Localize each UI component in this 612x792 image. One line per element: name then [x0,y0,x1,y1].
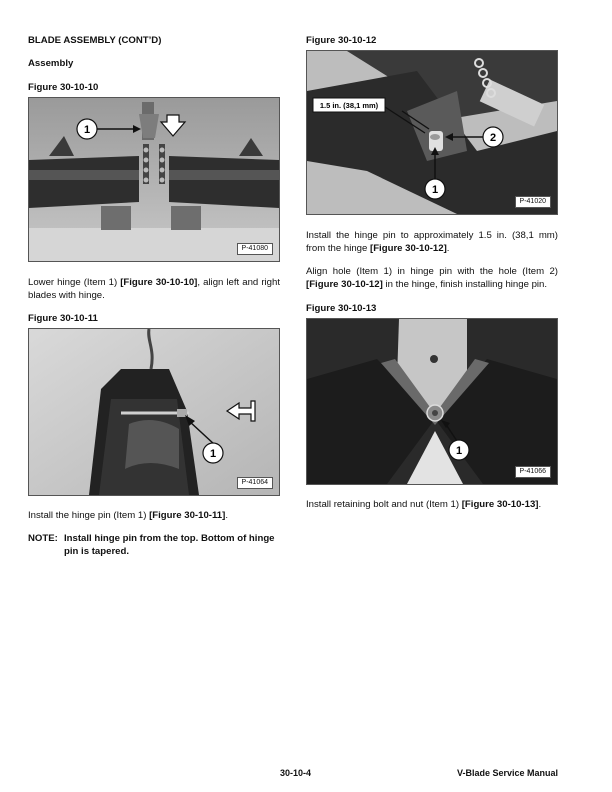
note-text: Install hinge pin from the top. Bottom of hinge [64,533,275,544]
measurement-label: 1.5 in. (38,1 mm) [319,101,379,110]
figure-photo [306,318,558,485]
figure-photo [28,328,280,496]
instruction-paragraph: Lower hinge (Item 1) [Figure 30-10-10], align left and right blades with hinge. [28,277,280,301]
callout-number: 2 [489,132,497,144]
photo-code: P-41020 [515,196,551,208]
figure-photo [28,97,280,262]
callout-number: 1 [83,124,91,136]
subsection-title: Assembly [28,58,74,69]
photo-code: P-41066 [515,466,551,478]
figure-caption: Figure 30-10-10 [28,82,99,93]
photo-code: P-41080 [237,243,273,255]
callout-number: 1 [455,445,463,457]
figure-caption: Figure 30-10-13 [306,303,377,314]
note-text: pin is tapered. [64,545,130,557]
photo-code: P-41064 [237,477,273,489]
instruction-paragraph: Install the hinge pin to approximately 1.5 in. (38,1 mm) from the hinge [Figure 30-10-12]. [306,230,558,254]
callout-number: 1 [431,184,439,196]
instruction-paragraph: Align hole (Item 1) in hinge pin with the hole (Item 2) [Figure 30-10-12] in the hinge, finish installing hinge pin. [306,266,558,290]
callout-number: 1 [209,448,217,460]
note-block [28,533,280,558]
figure-caption: Figure 30-10-12 [306,35,377,46]
note-label: NOTE: [28,533,58,544]
figure-photo [306,50,558,215]
instruction-paragraph: Install the hinge pin (Item 1) [Figure 30-10-11]. [28,510,228,521]
section-title: BLADE ASSEMBLY (CONT’D) [28,35,162,46]
manual-title: V-Blade Service Manual [456,768,558,778]
page-number: 30-10-4 [280,768,312,778]
instruction-paragraph: Install retaining bolt and nut (Item 1) [Figure 30-10-13]. [306,499,542,510]
figure-caption: Figure 30-10-11 [28,313,98,324]
